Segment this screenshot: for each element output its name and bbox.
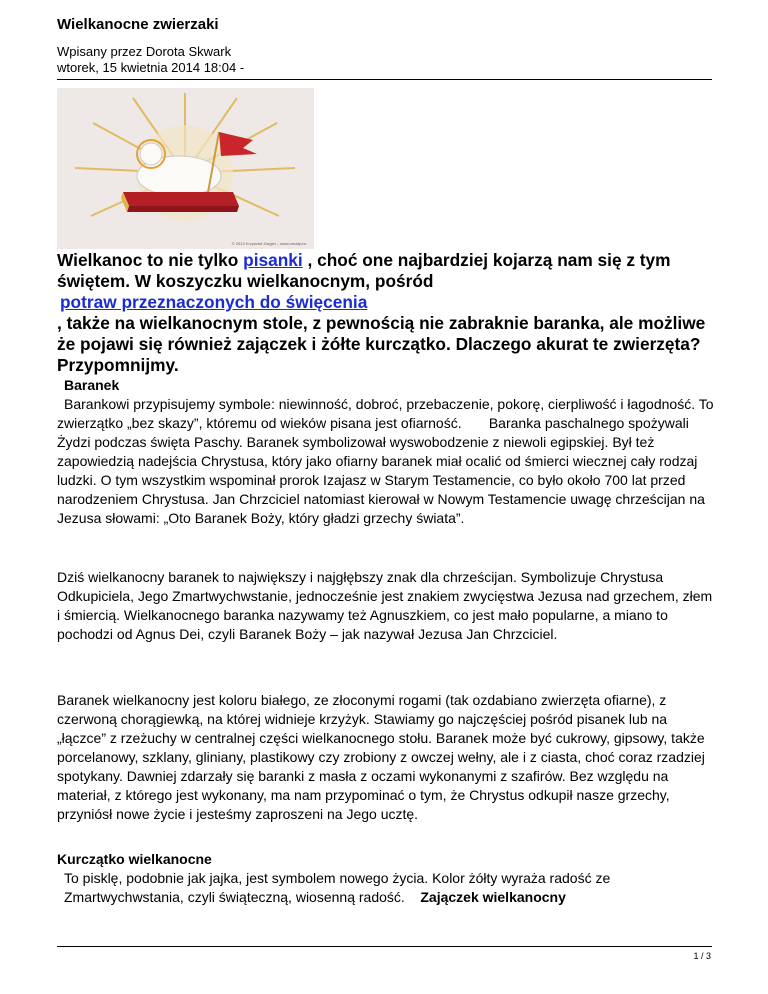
section-baranek — [57, 376, 717, 528]
lead-text-2: , choć one najbardziej kojarzą nam się z tym świętem. W koszyczku wielkanocnym, pośród — [57, 250, 671, 291]
baranek-paragraph-2: Dziś wielkanocny baranek to największy i najgłębszy znak dla chrześcijan. Symbolizuje Chrystusa Odkupiciela, Jego Zmartwychwstanie, jednocześnie jest znakiem zwycięstwa Jezusa nad grzechem, złem i śmiercią. Wielkanocnego baranka nazywamy też Agnuszkiem, co jest mało popularne, a miano to pochodzi od Agnus Dei, czyli Baranek Boży – jak nazywał Jezusa Jan Chrzciciel. — [57, 569, 713, 642]
article-meta — [57, 44, 244, 76]
date-line: wtorek, 15 kwietnia 2014 18:04 - — [57, 60, 245, 75]
zajaczek-heading: Zajączek wielkanocny — [420, 889, 566, 905]
image-credit: © 2013 Krzysztof Zurgiel – www.ornaty.eu — [231, 241, 306, 246]
header-divider — [57, 79, 712, 80]
lamb-embroidery-image — [57, 88, 314, 249]
kurczatko-heading: Kurczątko wielkanocne — [57, 851, 212, 867]
author-line: Wpisany przez Dorota Skwark — [57, 44, 232, 59]
page-number: 1 / 3 — [693, 951, 711, 961]
lead-text-1: Wielkanoc to nie tylko — [57, 250, 244, 270]
baranek-paragraph-1: Barankowi przypisujemy symbole: niewinność, dobroć, przebaczenie, pokorę, cierpliwość i łagodność. To zwierzątko „bez skazy”, któremu od wieków pisana jest ofiarność. Baranka paschalnego spożywali Żydzi podczas święta Paschy. Baranek symbolizował wyswobodzenie z niewoli egipskiej. Był też zapowiedzią nadejścia Chrystusa, który jako ofiarny baranek miał ocalić od śmierci wiecznej cały rodzaj ludzki. O tym wszystkim wspominał prorok Izajasz w Starym Testamencie, co było około 700 lat przed narodzeniem Chrystusa. Jan Chrzciciel natomiast kierował w Nowym Testamencie uwagę chrześcijan na Jezusa słowami: „Oto Baranek Boży, który gładzi grzechy świata”. — [57, 396, 714, 526]
lead-text-3: , także na wielkanocnym stole, z pewnością nie zabraknie baranka, ale możliwe że pojawi się również zajączek i żółte kurczątko. Dlaczego akurat te zwierzęta? Przypomnijmy. — [57, 313, 706, 375]
lamb-illustration — [57, 88, 314, 249]
baranek-heading: Baranek — [64, 377, 120, 393]
potraw-link[interactable]: potraw przeznaczonych do święcenia — [60, 292, 368, 312]
pisanki-link[interactable]: pisanki — [243, 250, 303, 270]
kurczatko-paragraph: To pisklę, podobnie jak jajka, jest symbolem nowego życia. Kolor żółty wyraża radość ze Zmartwychwstania, czyli świąteczną, wiosenną radość. Zajączek wielkanocny — [64, 870, 611, 905]
baranek-paragraph-3: Baranek wielkanocny jest koloru białego, ze złoconymi rogami (tak ozdabiano zwierzęta ofiarne), z czerwoną chorągiewką, na której widnieje krzyżyk. Stawiamy go najczęściej pośród pisanek lub na „łączce” z rzeżuchy w centralnej części wielkanocnego stołu. Baranek może być cukrowy, gipsowy, także porcelanowy, szklany, gliniany, plastikowy czy zrobiony z owczej wełny, ale i z ciasta, choć coraz rzadziej spotykany. Dawniej zdarzały się baranki z masła z oczami wykonanymi z szafirów. Bez względu na materiał, z którego jest wykonany, ma nam przypominać o tym, że Chrystus odkupił nasze grzechy, przyniósł nowe życie i jesteśmy zaproszeni na Jego ucztę. — [57, 692, 705, 822]
article-title: Wielkanocne zwierzaki — [57, 16, 219, 33]
lead-paragraph — [57, 250, 717, 376]
footer-divider — [57, 946, 712, 947]
section-kurczatko — [57, 850, 717, 907]
